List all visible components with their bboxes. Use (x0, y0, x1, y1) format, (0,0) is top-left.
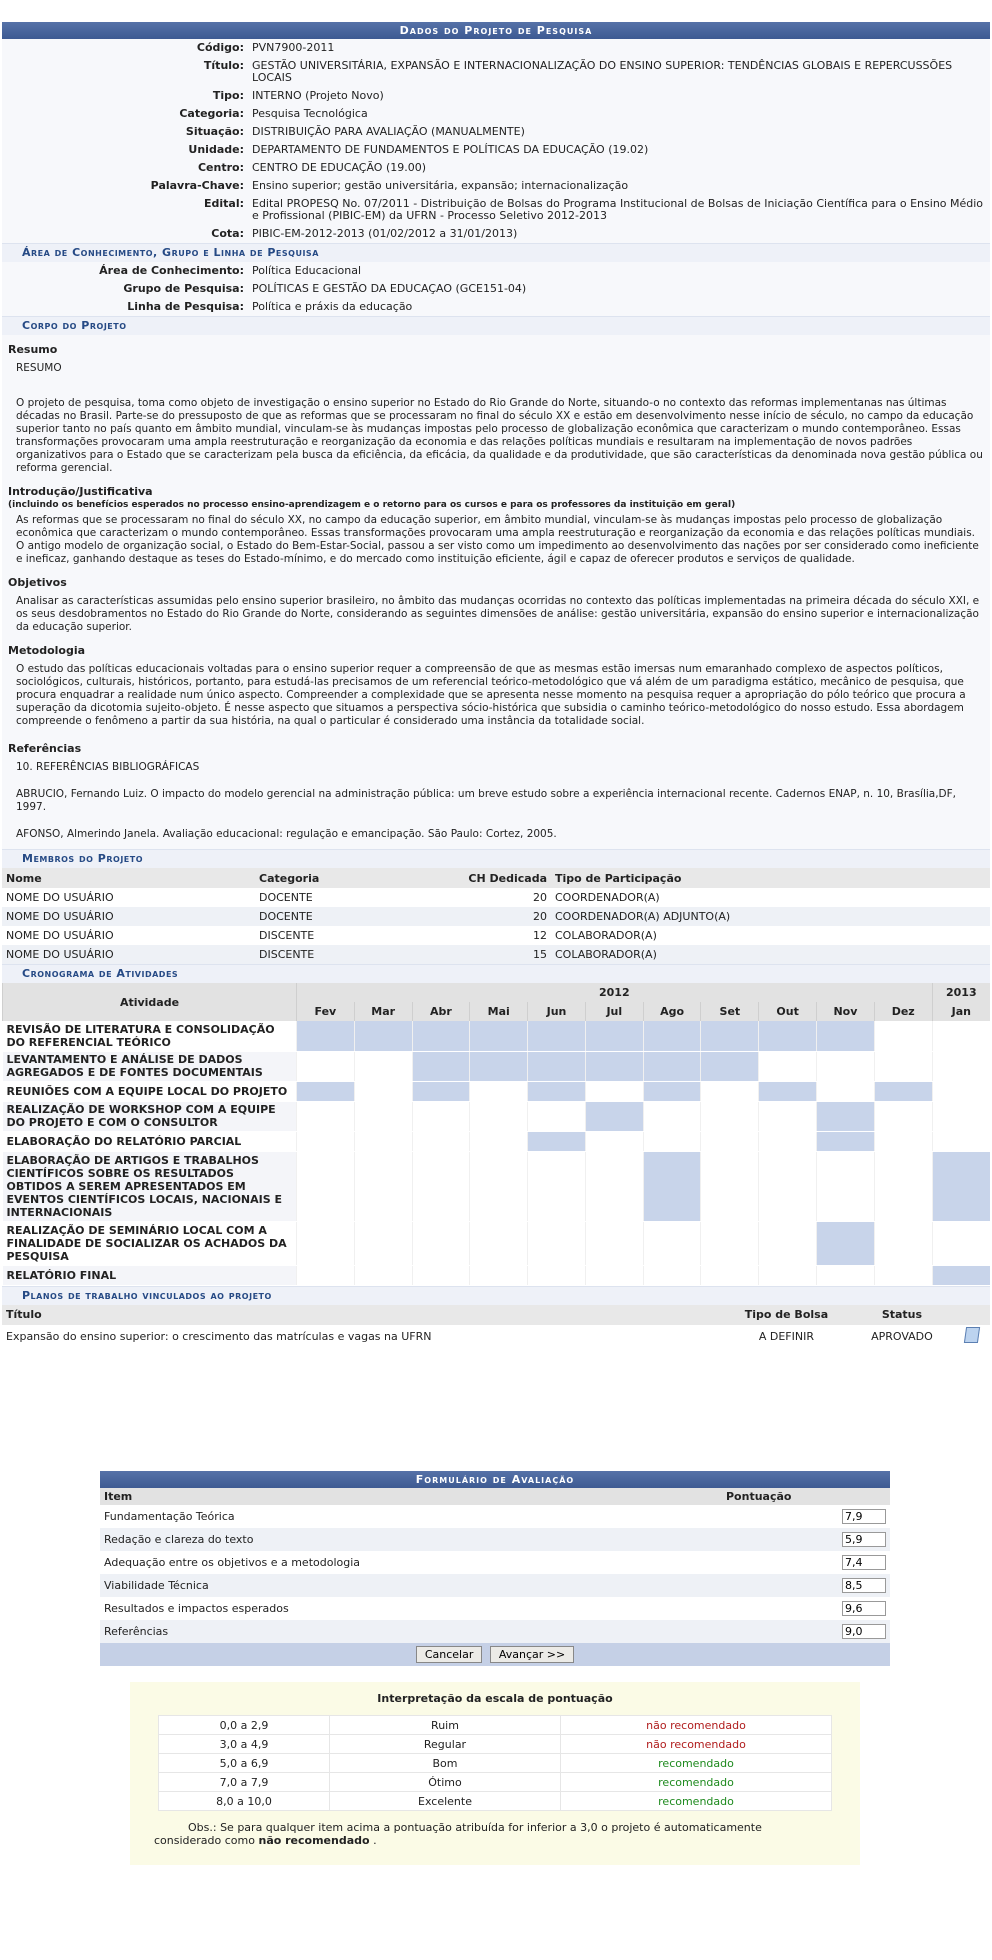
resumo-heading: Resumo (8, 343, 58, 356)
info-row (2, 177, 990, 195)
cron-cell (528, 1221, 586, 1265)
cron-cell (412, 1221, 470, 1265)
membros-table (2, 868, 990, 964)
cron-cell (759, 1151, 817, 1221)
legend-result: recomendado (561, 1773, 832, 1792)
cron-cell (412, 1081, 470, 1101)
form-item-row (100, 1551, 890, 1574)
form-item-row (100, 1574, 890, 1597)
cron-cell (470, 1221, 528, 1265)
legend-row (159, 1735, 832, 1754)
legend-result: recomendado (561, 1754, 832, 1773)
membros-cell: DOCENTE (255, 888, 463, 907)
referencia-2: AFONSO, Almerindo Janela. Avaliação educacional: regulação e emancipação. São Paulo: Cortez, 2005. (16, 828, 557, 840)
legend-range: 7,0 a 7,9 (159, 1773, 330, 1792)
obs-bold: não recomendado (258, 1834, 370, 1847)
cron-cell (932, 1221, 990, 1265)
cron-cell (470, 1101, 528, 1131)
cron-cell (354, 1081, 412, 1101)
planos-section-title: Planos de trabalho vinculados ao projeto (2, 1286, 990, 1305)
cron-cell (297, 1101, 355, 1131)
membros-cell: 20 (463, 888, 551, 907)
cron-month: Out (759, 1002, 817, 1021)
cron-cell (354, 1051, 412, 1081)
metodologia-heading: Metodologia (8, 644, 86, 657)
cron-cell (528, 1051, 586, 1081)
cron-cell (643, 1081, 701, 1101)
info-value: DISTRIBUIÇÃO PARA AVALIAÇÃO (MANUALMENTE) (252, 125, 525, 138)
objetivos-heading: Objetivos (8, 576, 67, 589)
info-row (2, 159, 990, 177)
score-input[interactable] (842, 1509, 886, 1524)
intro-note: (incluindo os benefícios esperados no processo ensino-aprendizagem e o retorno para os cursos e para os professores da instituição em geral) (8, 500, 736, 510)
cron-cell (412, 1151, 470, 1221)
cron-cell (817, 1265, 875, 1285)
intro-text: As reformas que se processaram no final do século XX, no campo da educação superior, em âmbito mundial, vinculam-se às mudanças impostas pelo processo de globalização econômica que caracterizam o mundo contemporâneo. Essas transformações provocaram uma ampla reestruturação e reorganização da economia e das relações políticas mundiais. O antigo modelo de organização social, o Estado do Bem-Estar-Social, passou a ser visto como um impedimento ao desenvolvimento das nações por ser considerado como ineficiente e ineficaz, ganhando destaque as teses do Estado-mínimo, e do mercado como instituição eficiente, ágil e capaz de oferecer produtos e serviços de qualidade. (16, 514, 979, 565)
cron-cell (354, 1101, 412, 1131)
score-input[interactable] (842, 1601, 886, 1616)
membros-cell: 15 (463, 945, 551, 964)
cron-year-2013: 2013 (932, 983, 990, 1002)
document-icon[interactable] (964, 1327, 980, 1343)
cron-activity-row (3, 1221, 991, 1265)
cron-activity-row (3, 1051, 991, 1081)
cron-cell (585, 1081, 643, 1101)
cron-cell (354, 1265, 412, 1285)
table-row (2, 1325, 990, 1348)
membros-cell: NOME DO USUÁRIO (2, 945, 255, 964)
cron-cell (354, 1021, 412, 1051)
cron-cell (701, 1051, 759, 1081)
cron-activity-name: ELABORAÇÃO DE ARTIGOS E TRABALHOS CIENTÍFICOS SOBRE OS RESULTADOS OBTIDOS A SEREM APRESENTADOS EM EVENTOS CIENTÍFICOS LOCAIS, NACIONAIS E INTERNACIONAIS (3, 1151, 297, 1221)
cron-cell (528, 1131, 586, 1151)
cron-cell (412, 1021, 470, 1051)
cron-cell (817, 1151, 875, 1221)
cron-year-2012: 2012 (297, 983, 933, 1002)
info-row (2, 105, 990, 123)
area-section-title: Área de Conhecimento, Grupo e Linha de Pesquisa (2, 243, 990, 262)
cron-cell (932, 1081, 990, 1101)
cron-month: Jul (585, 1002, 643, 1021)
info-value: Pesquisa Tecnológica (252, 107, 368, 120)
info-table (2, 39, 990, 243)
cron-cell (643, 1051, 701, 1081)
membros-cell: NOME DO USUÁRIO (2, 888, 255, 907)
info-label: Tipo: (212, 89, 244, 102)
legend-row (159, 1792, 832, 1811)
planos-header-cell: Tipo de Bolsa (722, 1305, 850, 1325)
cron-cell (297, 1221, 355, 1265)
cron-month: Fev (297, 1002, 355, 1021)
membros-cell: NOME DO USUÁRIO (2, 926, 255, 945)
cron-cell (643, 1221, 701, 1265)
cron-cell (643, 1021, 701, 1051)
membros-header-cell: Tipo de Participação (551, 868, 990, 888)
score-input[interactable] (842, 1532, 886, 1547)
cron-cell (874, 1051, 932, 1081)
intro-heading: Introdução/Justificativa (8, 485, 153, 498)
form-item-label: Resultados e impactos esperados (100, 1597, 722, 1620)
cron-activity-row (3, 1265, 991, 1285)
cron-month: Set (701, 1002, 759, 1021)
form-header-score: Pontuação (722, 1488, 890, 1505)
info-value: DEPARTAMENTO DE FUNDAMENTOS E POLÍTICAS DA EDUCAÇÃO (19.02) (252, 143, 649, 156)
info-row (2, 87, 990, 105)
form-item-label: Fundamentação Teórica (100, 1505, 722, 1528)
info-label: Edital: (203, 197, 244, 210)
legend-grade: Bom (330, 1754, 561, 1773)
table-row (2, 926, 990, 945)
panel-header: Dados do Projeto de Pesquisa (2, 22, 990, 39)
form-item-row (100, 1620, 890, 1643)
cron-cell (817, 1021, 875, 1051)
cron-cell (759, 1265, 817, 1285)
cron-cell (874, 1131, 932, 1151)
legend-grade: Ruim (330, 1716, 561, 1735)
planos-header-row (2, 1305, 990, 1325)
corpo-section-title: Corpo do Projeto (2, 316, 990, 335)
legend-grade: Excelente (330, 1792, 561, 1811)
table-row (2, 945, 990, 964)
cron-activity-name: RELATÓRIO FINAL (3, 1265, 297, 1285)
table-row (2, 907, 990, 926)
cron-cell (643, 1151, 701, 1221)
area-section (2, 262, 990, 316)
cronograma-section-title: Cronograma de Atividades (2, 964, 990, 983)
info-row (2, 141, 990, 159)
cron-cell (470, 1151, 528, 1221)
cron-cell (874, 1021, 932, 1051)
cron-year-row (3, 983, 991, 1002)
planos-header-cell: Status (850, 1305, 953, 1325)
cron-activity-name: REUNIÕES COM A EQUIPE LOCAL DO PROJETO (3, 1081, 297, 1101)
cron-cell (643, 1101, 701, 1131)
cron-cell (874, 1265, 932, 1285)
membros-section-title: Membros do Projeto (2, 849, 990, 868)
form-header-item: Item (100, 1488, 722, 1505)
info-value: PVN7900-2011 (252, 41, 335, 54)
area-label: Linha de Pesquisa: (127, 300, 244, 313)
referencia-1: ABRUCIO, Fernando Luiz. O impacto do modelo gerencial na administração pública: um breve estudo sobre a experiência internacional recente. Cadernos ENAP, n. 10, Brasília,DF, 1997. (16, 788, 957, 813)
referencias-title: 10. REFERÊNCIAS BIBLIOGRÁFICAS (16, 761, 200, 773)
cron-month: Ago (643, 1002, 701, 1021)
form-item-row (100, 1505, 890, 1528)
cron-month: Jun (528, 1002, 586, 1021)
membros-header-cell: Categoria (255, 868, 463, 888)
planos-table (2, 1305, 990, 1348)
cron-cell (701, 1101, 759, 1131)
cron-cell (759, 1021, 817, 1051)
metodologia-text: O estudo das políticas educacionais voltadas para o ensino superior requer a compreensão de que as mesmas estão imersas num emaranhado complexo de aspectos políticos, sociológicos, culturais, históricos, portanto, para estudá-las precisamos de um referencial teórico-metodológico que vá além de um paradigma estático, mecânico de pesquisa, que procura enquadrar a realidade num único aspecto. Compreender a complexidade que se apresenta nesse momento na pesquisa requer a apropriação do pólo teórico que procura a superação da dicotomia sujeito-objeto. É nesse aspecto que situamos a perspectiva sócio-histórica que subsidia o caminho teórico-metodológico do nosso estudo. Essa abordagem compreende o fenômeno a partir da sua história, na qual o particular é considerado uma instância da totalidade social. (16, 663, 966, 727)
info-row (2, 39, 990, 57)
cronograma-table (2, 983, 990, 1286)
corpo-section (2, 335, 990, 849)
legend-range: 0,0 a 2,9 (159, 1716, 330, 1735)
cron-cell (874, 1081, 932, 1101)
info-value: PIBIC-EM-2012-2013 (01/02/2012 a 31/01/2013) (252, 227, 518, 240)
info-label: Situação: (185, 125, 244, 138)
membros-cell: COORDENADOR(A) (551, 888, 990, 907)
info-row (2, 225, 990, 243)
info-row (2, 195, 990, 225)
membros-cell: DOCENTE (255, 907, 463, 926)
cron-activity-row (3, 1131, 991, 1151)
legend-range: 3,0 a 4,9 (159, 1735, 330, 1754)
area-table (2, 262, 990, 316)
referencias-heading: Referências (8, 742, 82, 755)
form-item-score-cell (722, 1574, 890, 1597)
cron-cell (874, 1151, 932, 1221)
cron-cell (297, 1021, 355, 1051)
cron-cell (759, 1131, 817, 1151)
cron-cell (297, 1131, 355, 1151)
cron-cell (354, 1221, 412, 1265)
cron-cell (759, 1051, 817, 1081)
cron-cell (297, 1265, 355, 1285)
cron-cell (354, 1131, 412, 1151)
form-header-row (100, 1488, 890, 1505)
info-label: Cota: (211, 227, 244, 240)
info-value: CENTRO DE EDUCAÇÃO (19.00) (252, 161, 427, 174)
form-header: Formulário de Avaliação (100, 1471, 890, 1488)
cron-cell (817, 1221, 875, 1265)
info-label: Código: (196, 41, 244, 54)
membros-header-row (2, 868, 990, 888)
cron-cell (643, 1131, 701, 1151)
cron-cell (528, 1081, 586, 1101)
area-row (2, 262, 990, 280)
area-row (2, 298, 990, 316)
cron-activity-name: REALIZAÇÃO DE WORKSHOP COM A EQUIPE DO PROJETO E COM O CONSULTOR (3, 1101, 297, 1131)
cron-activity-name: REVISÃO DE LITERATURA E CONSOLIDAÇÃO DO REFERENCIAL TEÓRICO (3, 1021, 297, 1051)
cron-cell (528, 1101, 586, 1131)
legend-row (159, 1773, 832, 1792)
legend-range: 5,0 a 6,9 (159, 1754, 330, 1773)
membros-cell: DISCENTE (255, 945, 463, 964)
cron-cell (932, 1265, 990, 1285)
membros-cell: NOME DO USUÁRIO (2, 907, 255, 926)
cron-activity-row (3, 1081, 991, 1101)
cron-cell (701, 1021, 759, 1051)
cron-cell (585, 1021, 643, 1051)
info-value: Ensino superior; gestão universitária, expansão; internacionalização (252, 179, 629, 192)
info-value: Edital PROPESQ No. 07/2011 - Distribuição de Bolsas do Programa Institucional de Bolsas de Iniciação Científica para o Ensino Médio e Profissional (PIBIC-EM) da UFRN - Processo Seletivo 2012-2013 (252, 197, 984, 222)
cron-activity-row (3, 1101, 991, 1131)
table-row (2, 888, 990, 907)
cron-month: Abr (412, 1002, 470, 1021)
score-input[interactable] (842, 1555, 886, 1570)
cron-cell (470, 1051, 528, 1081)
legend-table (158, 1715, 832, 1811)
cron-cell (932, 1021, 990, 1051)
info-label: Categoria: (179, 107, 244, 120)
cron-cell (759, 1101, 817, 1131)
legend-result: recomendado (561, 1792, 832, 1811)
membros-cell: DISCENTE (255, 926, 463, 945)
form-item-score-cell (722, 1597, 890, 1620)
project-panel (2, 22, 990, 1348)
area-value: POLÍTICAS E GESTÃO DA EDUCAÇAO (GCE151-04) (252, 282, 527, 295)
cron-cell (817, 1131, 875, 1151)
obs-text: Obs.: Se para qualquer item acima a pontuação atribuída for inferior a 3,0 o projeto é automaticamente considerado como (154, 1821, 762, 1847)
cron-cell (412, 1051, 470, 1081)
project-info (2, 39, 990, 243)
cron-activity-header: Atividade (3, 983, 297, 1021)
cron-cell (701, 1151, 759, 1221)
cron-cell (585, 1265, 643, 1285)
form-item-score-cell (722, 1528, 890, 1551)
cron-cell (701, 1221, 759, 1265)
cron-cell (759, 1081, 817, 1101)
form-item-label: Redação e clareza do texto (100, 1528, 722, 1551)
legend-grade: Regular (330, 1735, 561, 1754)
legend-range: 8,0 a 10,0 (159, 1792, 330, 1811)
info-row (2, 57, 990, 87)
cron-cell (412, 1131, 470, 1151)
cron-cell (412, 1101, 470, 1131)
cron-cell (297, 1151, 355, 1221)
membros-cell: COORDENADOR(A) ADJUNTO(A) (551, 907, 990, 926)
cron-cell (932, 1151, 990, 1221)
form-button-bar (100, 1643, 890, 1666)
cron-cell (643, 1265, 701, 1285)
cron-month: Mar (354, 1002, 412, 1021)
info-label: Centro: (197, 161, 244, 174)
cron-cell (297, 1051, 355, 1081)
cron-cell (354, 1151, 412, 1221)
info-label: Título: (203, 59, 244, 72)
cron-cell (932, 1051, 990, 1081)
cron-cell (528, 1265, 586, 1285)
cron-cell (470, 1131, 528, 1151)
cron-cell (874, 1221, 932, 1265)
cron-activity-name: ELABORAÇÃO DO RELATÓRIO PARCIAL (3, 1131, 297, 1151)
planos-cell: Expansão do ensino superior: o crescimento das matrículas e vagas na UFRN (2, 1325, 722, 1348)
area-label: Área de Conhecimento: (99, 264, 244, 277)
cron-cell (701, 1265, 759, 1285)
cron-cell (297, 1081, 355, 1101)
membros-cell: COLABORADOR(A) (551, 926, 990, 945)
form-item-label: Adequação entre os objetivos e a metodologia (100, 1551, 722, 1574)
score-input[interactable] (842, 1578, 886, 1593)
obs-end: . (373, 1834, 377, 1847)
cron-activity-row (3, 1021, 991, 1051)
membros-cell: 12 (463, 926, 551, 945)
form-table (100, 1488, 890, 1643)
legend-grade: Ótimo (330, 1773, 561, 1792)
planos-action-cell (953, 1325, 990, 1348)
info-value: GESTÃO UNIVERSITÁRIA, EXPANSÃO E INTERNACIONALIZAÇÃO DO ENSINO SUPERIOR: TENDÊNCIAS GLOBAIS E REPERCUSSÕES LOCAIS (252, 59, 953, 84)
form-item-score-cell (722, 1620, 890, 1643)
cron-cell (817, 1081, 875, 1101)
cron-activity-row (3, 1151, 991, 1221)
cron-cell (585, 1101, 643, 1131)
form-item-label: Referências (100, 1620, 722, 1643)
cron-cell (585, 1051, 643, 1081)
info-value: INTERNO (Projeto Novo) (252, 89, 384, 102)
legend-row (159, 1754, 832, 1773)
cron-cell (470, 1265, 528, 1285)
form-item-row (100, 1597, 890, 1620)
cron-cell (585, 1151, 643, 1221)
evaluation-form (100, 1471, 890, 1666)
area-value: Política Educacional (252, 264, 362, 277)
cron-month: Jan (932, 1002, 990, 1021)
planos-cell: APROVADO (850, 1325, 953, 1348)
info-label: Palavra-Chave: (150, 179, 244, 192)
form-item-score-cell (722, 1505, 890, 1528)
legend-observation (154, 1821, 814, 1847)
legend-title: Interpretação da escala de pontuação (377, 1692, 613, 1705)
score-input[interactable] (842, 1624, 886, 1639)
membros-header-cell: CH Dedicada (463, 868, 551, 888)
cron-cell (470, 1021, 528, 1051)
cron-cell (817, 1101, 875, 1131)
cron-cell (585, 1131, 643, 1151)
form-item-score-cell (722, 1551, 890, 1574)
cron-cell (412, 1265, 470, 1285)
cron-cell (470, 1081, 528, 1101)
area-row (2, 280, 990, 298)
planos-cell: A DEFINIR (722, 1325, 850, 1348)
legend-result: não recomendado (561, 1735, 832, 1754)
cron-cell (528, 1151, 586, 1221)
legend-row (159, 1716, 832, 1735)
objetivos-text: Analisar as características assumidas pelo ensino superior brasileiro, no âmbito das mudanças ocorridas no contexto das políticas implementadas na primeira década do século XXI, e os seus desdobramentos no Estado do Rio Grande do Norte, considerando as seguintes dimensões de análise: gestão universitária, expansão do ensino superior e internacionalização da educação superior. (16, 595, 980, 633)
cron-cell (874, 1101, 932, 1131)
cron-cell (759, 1221, 817, 1265)
form-item-row (100, 1528, 890, 1551)
cron-cell (817, 1051, 875, 1081)
membros-cell: COLABORADOR(A) (551, 945, 990, 964)
score-legend (130, 1682, 860, 1865)
area-label: Grupo de Pesquisa: (123, 282, 244, 295)
info-row (2, 123, 990, 141)
planos-header-action (953, 1305, 990, 1325)
form-item-label: Viabilidade Técnica (100, 1574, 722, 1597)
cron-cell (932, 1101, 990, 1131)
cron-month: Mai (470, 1002, 528, 1021)
cron-cell (701, 1131, 759, 1151)
planos-header-cell: Título (2, 1305, 722, 1325)
cancel-button[interactable]: Cancelar (416, 1646, 483, 1663)
next-button[interactable]: Avançar >> (490, 1646, 574, 1663)
cron-cell (585, 1221, 643, 1265)
cron-cell (932, 1131, 990, 1151)
cron-activity-name: REALIZAÇÃO DE SEMINÁRIO LOCAL COM A FINALIDADE DE SOCIALIZAR OS ACHADOS DA PESQUISA (3, 1221, 297, 1265)
cron-cell (528, 1021, 586, 1051)
cron-month: Dez (874, 1002, 932, 1021)
membros-header-cell: Nome (2, 868, 255, 888)
resumo-label: RESUMO (16, 362, 62, 374)
cron-activity-name: LEVANTAMENTO E ANÁLISE DE DADOS AGREGADOS E DE FONTES DOCUMENTAIS (3, 1051, 297, 1081)
membros-cell: 20 (463, 907, 551, 926)
resumo-text: O projeto de pesquisa, toma como objeto de investigação o ensino superior no Estado do Rio Grande do Norte, situando-o no contexto das reformas implementanas nas últimas décadas no Brasil. Parte-se do pressuposto de que as reformas que se processaram no final do século XX e estão em desenvolvimento nesse início de século, no campo da educação superior tanto no país quanto em âmbito mundial, vinculam-se às mudanças impostas pelo processo de globalização econômica que caracterizam o mundo contemporâneo. Essas transformações provocaram uma ampla reestruturação e reorganização da economia e das relações políticas mundiais e resultaram na implementação de novos padrões organizativos para o Estado que se caracterizam pela busca da eficiência, da eficácia, da qualidade e da produtividade, que são características da denominada nova gestão pública ou reforma gerencial. (16, 397, 983, 474)
legend-result: não recomendado (561, 1716, 832, 1735)
cron-cell (701, 1081, 759, 1101)
info-label: Unidade: (188, 143, 244, 156)
cron-month: Nov (817, 1002, 875, 1021)
area-value: Política e práxis da educação (252, 300, 413, 313)
